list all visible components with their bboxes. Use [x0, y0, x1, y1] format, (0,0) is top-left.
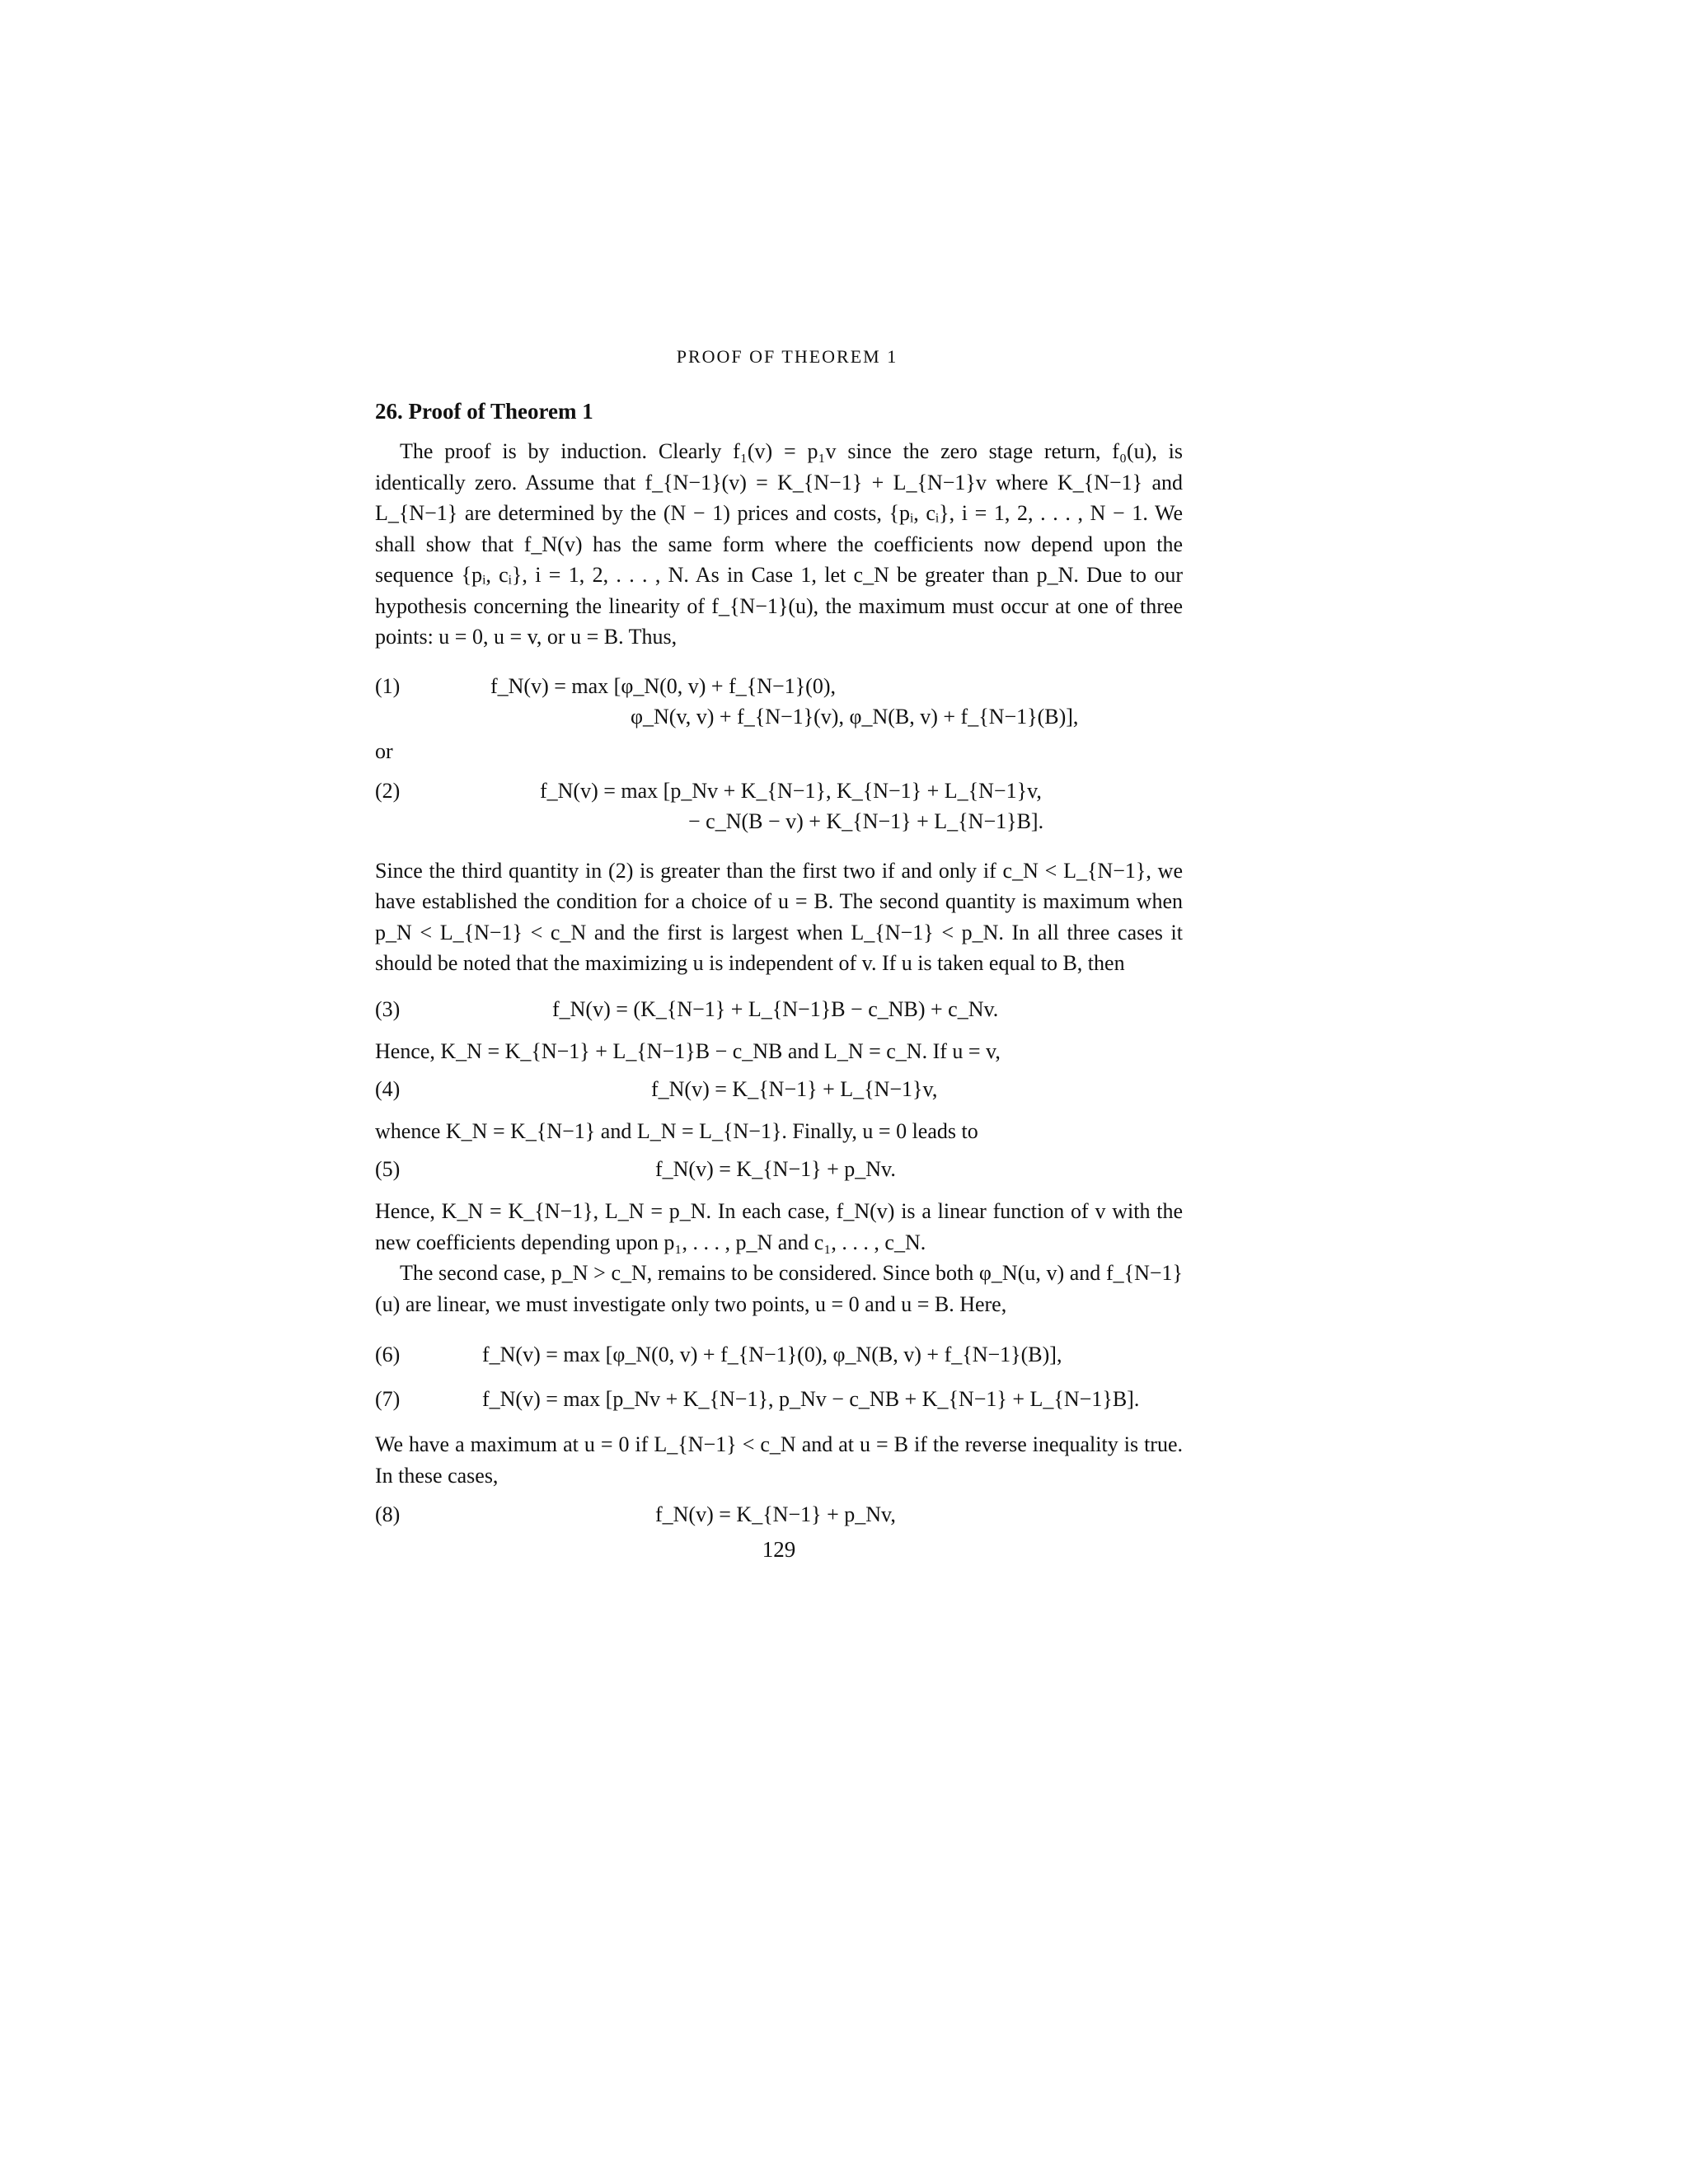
equation-line: f_N(v) = max [p_Nv + K_{N−1}, K_{N−1} + L_{N−1}v, [540, 778, 1042, 803]
equation-2 [375, 776, 1183, 837]
page-number: 129 [762, 1536, 796, 1562]
equation-line: f_N(v) = max [p_Nv + K_{N−1}, p_Nv − c_NB + K_{N−1} + L_{N−1}B]. [482, 1386, 1140, 1411]
equation-number: (1) [375, 673, 401, 698]
paragraph-1: The proof is by induction. Clearly f₁(v) = p₁v since the zero stage return, f₀(u), is identically zero. Assume that f_{N−1}(v) = K_{N−1} + L_{N−1}v where K_{N−1} and L_{N−1} are determined by the (N − 1) prices and costs, {pᵢ, cᵢ}, i = 1, 2, . . . , N − 1. We shall show that f_N(v) has the same form where the coefficients now depend upon the sequence {pᵢ, cᵢ}, i = 1, 2, . . . , N. As in Case 1, let c_N be greater than p_N. Due to our hypothesis concerning the linearity of f_{N−1}(u), the maximum must occur at one of three points: u = 0, u = v, or u = B. Thus, [375, 439, 1183, 649]
or-word: or [375, 738, 393, 763]
running-head: PROOF OF THEOREM 1 [676, 346, 898, 367]
equation-line: f_N(v) = max [φ_N(0, v) + f_{N−1}(0), φ_N(B, v) + f_{N−1}(B)], [482, 1343, 1062, 1366]
equation-5 [375, 1154, 1183, 1185]
equation-4 [375, 1074, 1183, 1105]
section-title: 26. Proof of Theorem 1 [375, 399, 593, 424]
equation-3 [375, 994, 1183, 1025]
equation-number: (3) [375, 996, 401, 1021]
equation-line: f_N(v) = K_{N−1} + p_Nv, [655, 1502, 896, 1526]
paragraph-6: The second case, p_N > c_N, remains to be considered. Since both φ_N(u, v) and f_{N−1}(u) are linear, we must investigate only two points, u = 0 and u = B. Here, [375, 1261, 1183, 1316]
paragraph-3: Hence, K_N = K_{N−1} + L_{N−1}B − c_NB and L_N = c_N. If u = v, [375, 1039, 1001, 1063]
equation-line: f_N(v) = K_{N−1} + p_Nv. [655, 1156, 896, 1181]
paragraph-7: We have a maximum at u = 0 if L_{N−1} < c_N and at u = B if the reverse inequality is true. In these cases, [375, 1432, 1183, 1488]
equation-8 [375, 1499, 1183, 1530]
equation-line: f_N(v) = (K_{N−1} + L_{N−1}B − c_NB) + c_Nv. [552, 996, 999, 1021]
equation-line: f_N(v) = max [φ_N(0, v) + f_{N−1}(0), [490, 673, 836, 698]
equation-number: (8) [375, 1502, 401, 1526]
equation-line: φ_N(v, v) + f_{N−1}(v), φ_N(B, v) + f_{N−1}(B)], [631, 705, 1079, 729]
equation-line: f_N(v) = K_{N−1} + L_{N−1}v, [651, 1076, 938, 1101]
paragraph-5: Hence, K_N = K_{N−1}, L_N = p_N. In each case, f_N(v) is a linear function of v with the new coefficients depending upon p₁, . . . , p_N and c₁, . . . , c_N. [375, 1199, 1183, 1254]
equation-number: (5) [375, 1156, 401, 1181]
equation-6 [375, 1339, 1183, 1371]
equation-line: − c_N(B − v) + K_{N−1} + L_{N−1}B]. [688, 809, 1044, 833]
page [375, 346, 1183, 1563]
equation-number: (6) [375, 1343, 401, 1366]
equation-7 [375, 1384, 1183, 1415]
equation-number: (2) [375, 778, 401, 803]
equation-number: (7) [375, 1386, 401, 1411]
equation-number: (4) [375, 1076, 401, 1101]
equation-1 [375, 671, 1183, 733]
paragraph-2: Since the third quantity in (2) is greater than the first two if and only if c_N < L_{N−1}, we have established the condition for a choice of u = B. The second quantity is maximum when p_N < L_{N−1} < c_N and the first is largest when L_{N−1} < p_N. In all three cases it should be noted that the maximizing u is independent of v. If u is taken equal to B, then [375, 858, 1183, 975]
paragraph-4: whence K_N = K_{N−1} and L_N = L_{N−1}. Finally, u = 0 leads to [375, 1119, 978, 1143]
